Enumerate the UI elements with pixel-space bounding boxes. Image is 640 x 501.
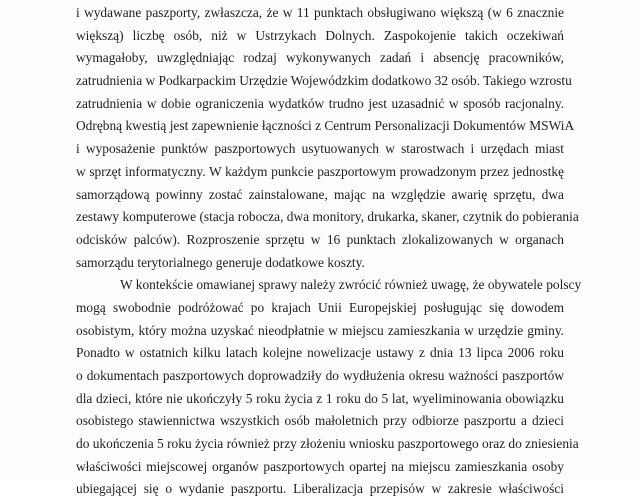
text-line: samorządową powinny zostać zainstalowane, mając na względzie awarię sprzętu, dwa: [76, 186, 564, 202]
text-line: odcisków palców). Rozproszenie sprzętu w 16 punktach zlokalizowanych w organach: [76, 231, 564, 247]
text-line: o dokumentach paszportowych doprowadziły do wydłużenia okresu ważności paszportów: [76, 368, 564, 383]
text-line: dla dzieci, które nie ukończyły 5 roku życia z 1 roku do 5 lat, wyeliminowania obowiązku: [76, 390, 564, 406]
text-line: wymagałoby, uwzględniając rodzaj wykonywanych zadań i absencję pracowników,: [76, 50, 564, 66]
text-line: samorządu terytorialnego generuje dodatkowe koszty.: [76, 254, 365, 270]
text-line: mogą swobodnie podróżować po krajach Unii Europejskiej posługując się dowodem: [76, 299, 564, 315]
text-line: Ponadto w ostatnich kilku latach kolejne nowelizacje ustawy z dnia 13 lipca 2006 roku: [76, 345, 564, 361]
text-line: Odrębną kwestią jest zapewnienie łączności z Centrum Personalizacji Dokumentów MSWiA: [76, 118, 575, 134]
text-line: większą) liczbę osób, niż w Ustrzykach Dolnych. Zaspokojenie takich oczekiwań: [76, 27, 564, 43]
document-body: [76, 2, 582, 501]
paragraph-2: [76, 274, 582, 501]
text-line: osobistego stawiennictwa wszystkich osób małoletnich przy odbiorze paszportu a dzieci: [76, 413, 564, 429]
text-line: i wyposażenie punktów paszportowych usytuowanych w starostwach i urzędach miast: [76, 141, 564, 157]
text-line: ubiegającej się o wydanie paszportu. Liberalizacja przepisów w zakresie właściwości: [76, 481, 564, 497]
text-line: zatrudnienia w Podkarpackim Urzędzie Wojewódzkim dodatkowo 32 osób. Takiego wzrostu: [76, 73, 572, 89]
text-line: zatrudnienia w dobie ograniczenia wydatków trudno jest uzasadnić w sposób racjonalny.: [76, 95, 564, 111]
text-line: w sprzęt informatyczny. W każdym punkcie paszportowym prowadzonym przez jednostkę: [76, 163, 564, 179]
text-line: osobistym, który można uzyskać nieodpłatnie w miejscu zamieszkania w urzędzie gminy.: [76, 322, 564, 338]
text-line: zestawy komputerowe (stacja robocza, dwa monitory, drukarka, skaner, czytnik do pobierania: [76, 209, 579, 225]
paragraph-1: [76, 2, 579, 274]
text-line: W kontekście omawianej sprawy należy zwrócić również uwagę, że obywatele polscy: [120, 277, 582, 293]
text-line: do ukończenia 5 roku życia również przy złożeniu wniosku paszportowego oraz do zniesienia: [76, 436, 579, 452]
text-line: właściwości miejscowej organów paszportowych opartej na miejscu zamieszkania osoby: [76, 458, 564, 474]
text-line: i wydawane paszporty, zwłaszcza, że w 11 punktach obsługiwano większą (w 6 znacznie: [76, 5, 564, 20]
